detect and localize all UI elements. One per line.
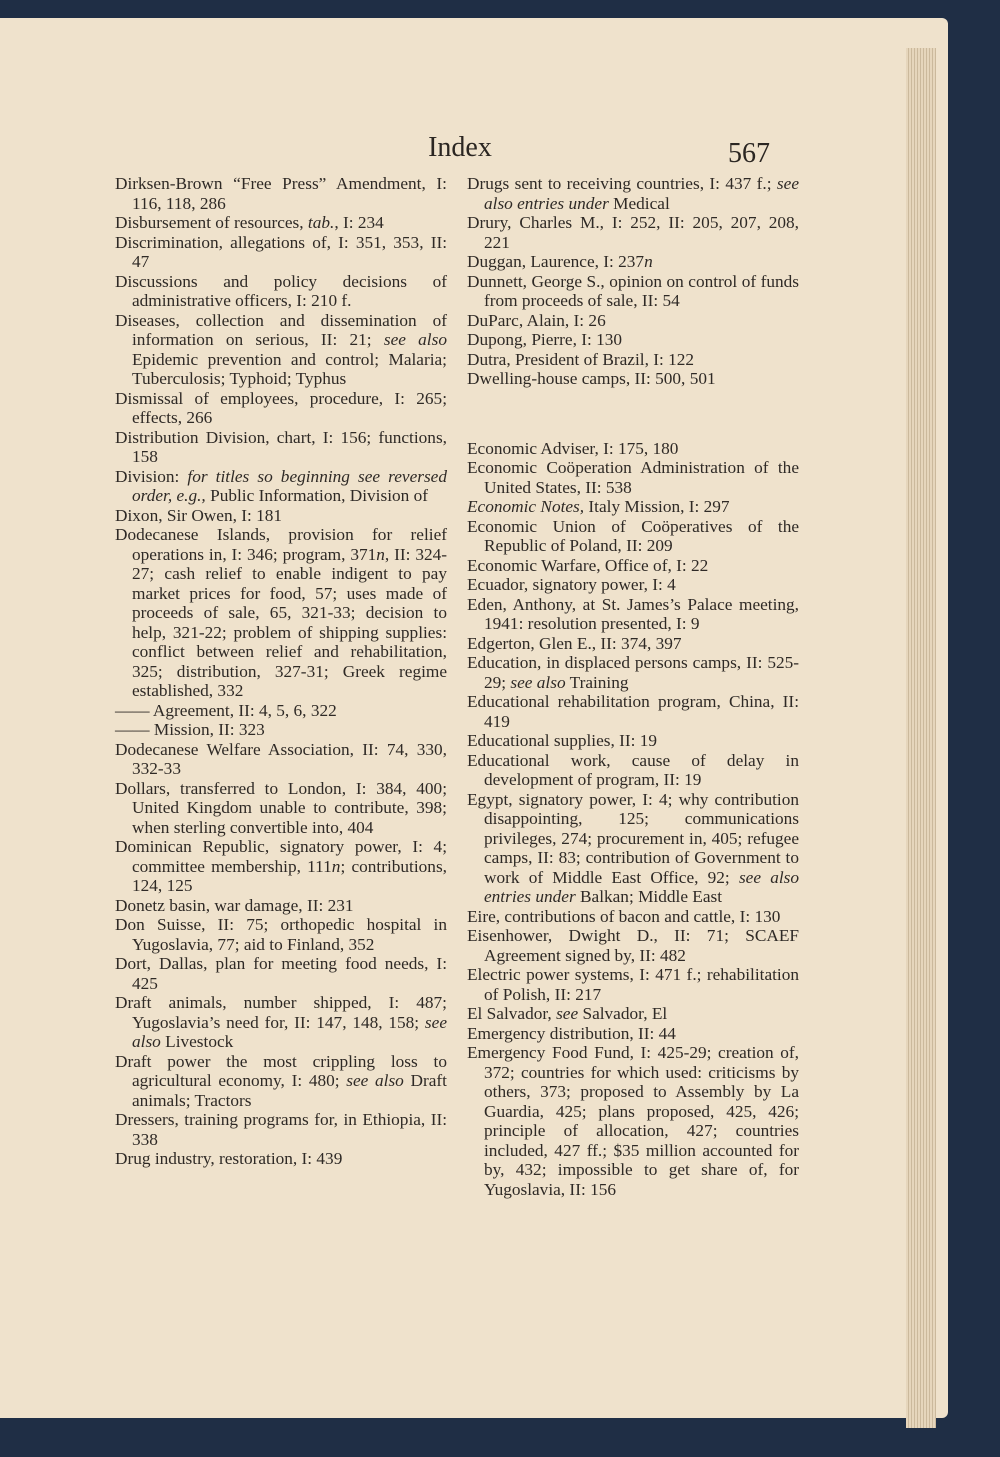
index-entry (467, 330, 799, 350)
index-entry (467, 634, 799, 654)
entry-text: Division: (115, 466, 188, 486)
entry-text: Dismissal of employees, procedure, I: 265; effects, 266 (115, 388, 447, 427)
entry-text: see (556, 1004, 579, 1023)
index-entry (115, 993, 447, 1052)
index-entry (115, 525, 447, 701)
entry-text: El Salvador, (467, 1004, 557, 1023)
index-entry (467, 439, 799, 459)
index-entry (467, 556, 799, 576)
entry-text: Dwelling-house camps, II: 500, 501 (467, 369, 716, 388)
entry-text: Economic Notes, (467, 497, 585, 516)
entry-text: Balkan; Middle East (575, 887, 723, 906)
page-number: 567 (728, 138, 770, 169)
index-entry (115, 233, 447, 272)
entry-text: , I: 234 (334, 213, 384, 232)
entry-text: Educational work, cause of delay in development of program, II: 19 (467, 750, 799, 789)
index-entry (115, 467, 447, 506)
entry-text: Economic Coöperation Administration of the United States, II: 538 (467, 458, 799, 497)
index-entry (467, 458, 799, 497)
index-entry (467, 692, 799, 731)
entry-text: n (376, 544, 385, 564)
entry-text: Electric power systems, I: 471 f.; rehabilitation of Polish, II: 217 (467, 965, 799, 1004)
index-entry (467, 1024, 799, 1044)
entry-text: for titles so beginning see reversed order, e.g., (132, 466, 447, 505)
index-entry (467, 369, 799, 389)
index-entry (115, 1149, 447, 1169)
entry-text: DuParc, Alain, I: 26 (467, 310, 606, 330)
index-entry (467, 1043, 799, 1199)
index-entry (115, 701, 447, 721)
entry-text: Don Suisse, II: 75; orthopedic hospital in Yugoslavia, 77; aid to Finland, 352 (115, 915, 447, 954)
index-entry (467, 1004, 799, 1024)
index-section-d (467, 174, 799, 389)
page-edges (906, 48, 936, 1428)
index-entry (467, 311, 799, 331)
entry-text: Diseases, collection and dissemination of information on serious, II: 21; (115, 310, 447, 349)
entry-text: see also (132, 1012, 447, 1051)
index-entry (467, 252, 799, 272)
entry-text: tab. (307, 213, 335, 232)
index-entry (115, 779, 447, 838)
index-entry (115, 1052, 447, 1111)
index-entry (467, 731, 799, 751)
entry-text: Educational rehabilitation program, China, II: 419 (467, 692, 799, 731)
entry-text: Egypt, signatory power, I: 4; why contribution disappointing, 125; communications privileges, 274; procurement in, 405; refugee camps, II: 83; contribution of Government to work of Middle East Office, 92; (467, 789, 799, 887)
index-entry (115, 1110, 447, 1149)
index-entry (115, 213, 447, 233)
entry-text: see also entries under (484, 867, 799, 906)
entry-text: Economic Union of Coöperatives of the Republic of Poland, II: 209 (467, 516, 799, 555)
index-entry (467, 926, 799, 965)
entry-text: Donetz basin, war damage, II: 231 (115, 895, 354, 915)
entry-text: Dodecanese Welfare Association, II: 74, 330, 332-33 (115, 739, 447, 778)
entry-text: Eden, Anthony, at St. James’s Palace meeting, 1941: resolution presented, I: 9 (467, 594, 799, 633)
entry-text: Drugs sent to receiving countries, I: 437 f.; (467, 174, 777, 193)
entry-text: Eire, contributions of bacon and cattle, I: 130 (467, 906, 781, 926)
index-entry (467, 790, 799, 907)
index-entry (115, 896, 447, 916)
index-entry (467, 595, 799, 634)
entry-text: Disbursement of resources, (115, 213, 308, 232)
entry-text: Draft animals, number shipped, I: 487; Yugoslavia’s need for, II: 147, 148, 158; (115, 993, 447, 1032)
entry-text: Educational supplies, II: 19 (467, 731, 658, 750)
section-gap (467, 389, 799, 439)
index-entry (467, 213, 799, 252)
entry-text: see also (510, 672, 566, 692)
running-head-title: Index (428, 132, 492, 163)
entry-text: Dodecanese Islands, provision for relief operations in, I: 346; program, 371 (115, 525, 447, 564)
entry-text: ; contributions, 124, 125 (132, 856, 447, 895)
entry-text: Education, in displaced persons camps, II: 525-29; (467, 653, 799, 692)
entry-text: Emergency distribution, II: 44 (467, 1023, 676, 1043)
index-column-left (115, 174, 447, 1169)
entry-text: Dort, Dallas, plan for meeting food needs, I: 425 (115, 954, 447, 993)
entry-text: —— Agreement, II: 4, 5, 6, 322 (115, 700, 337, 720)
index-entry (467, 497, 799, 517)
index-entry (467, 350, 799, 370)
index-column-right (467, 174, 799, 1199)
entry-text: Epidemic prevention and control; Malaria; Tuberculosis; Typhoid; Typhus (132, 349, 447, 388)
entry-text: Drury, Charles M., I: 252, II: 205, 207, 208, 221 (467, 213, 799, 252)
entry-text: Public Information, Division of (205, 486, 429, 505)
entry-text: n (331, 856, 341, 876)
entry-text: Italy Mission, I: 297 (584, 497, 730, 516)
index-entry (467, 751, 799, 790)
entry-text: Discrimination, allegations of, I: 351, 353, II: 47 (115, 232, 447, 271)
entry-text: Dressers, training programs for, in Ethiopia, II: 338 (115, 1110, 447, 1149)
entry-text: Draft animals; Tractors (132, 1071, 447, 1110)
entry-text: —— Mission, II: 323 (115, 720, 265, 739)
entry-text: Draft power the most crippling loss to agricultural economy, I: 480; (115, 1051, 447, 1090)
entry-text: Eisenhower, Dwight D., II: 71; SCAEF Agreement signed by, II: 482 (467, 926, 799, 965)
entry-text: n (644, 252, 653, 271)
entry-text: Livestock (160, 1032, 234, 1051)
entry-text: Ecuador, signatory power, I: 4 (467, 575, 676, 594)
entry-text: Economic Warfare, Office of, I: 22 (467, 555, 709, 575)
entry-text: Edgerton, Glen E., II: 374, 397 (467, 633, 682, 653)
entry-text: Salvador, El (578, 1004, 668, 1023)
entry-text: Dunnett, George S., opinion on control of funds from proceeds of sale, II: 54 (467, 271, 799, 310)
index-section-e (467, 439, 799, 1200)
entry-text: Economic Adviser, I: 175, 180 (467, 438, 679, 458)
entry-text: Dupong, Pierre, I: 130 (467, 330, 623, 349)
index-entry (115, 311, 447, 389)
entry-text: Dutra, President of Brazil, I: 122 (467, 349, 695, 369)
entry-text: see also (346, 1071, 404, 1090)
entry-text: Discussions and policy decisions of administrative officers, I: 210 f. (115, 271, 447, 310)
index-entry (467, 907, 799, 927)
index-entry (115, 720, 447, 740)
index-entry (467, 517, 799, 556)
entry-text: Duggan, Laurence, I: 237 (467, 252, 645, 271)
entry-text: Dominican Republic, signatory power, I: 4; committee membership, 111 (115, 837, 447, 876)
index-entry (467, 272, 799, 311)
entry-text: Medical (608, 193, 670, 213)
index-entry (115, 506, 447, 526)
index-entry (115, 428, 447, 467)
index-entry (467, 965, 799, 1004)
index-entry (115, 954, 447, 993)
index-entry (115, 272, 447, 311)
index-entry (115, 389, 447, 428)
index-entry (115, 915, 447, 954)
index-entry (467, 575, 799, 595)
entry-text: Emergency Food Fund, I: 425-29; creation of, 372; countries for which used: criticisms by others, 373; proposed to Assembly by La Guardia, 425; plans proposed, 425, 426; principle of allocation, 427; countries included, 427 ff.; $35 million accounted for by, 432; impossible to get share of, for Yugoslavia, II: 156 (467, 1043, 799, 1199)
entry-text: Drug industry, restoration, I: 439 (115, 1149, 343, 1168)
entry-text: Dixon, Sir Owen, I: 181 (115, 505, 283, 525)
index-entry (115, 174, 447, 213)
entry-text: Training (565, 672, 629, 692)
index-entry (115, 837, 447, 896)
index-entry (115, 740, 447, 779)
entry-text: , II: 324-27; cash relief to enable indigent to pay market prices for food, 57; uses made of proceeds of sale, 65, 321-33; decision to help, 321-22; problem of shipping supplies: conflict between relief and rehabilitation, 325; distribution, 327-31; Greek regime established, 332 (132, 544, 447, 700)
entry-text: Dirksen-Brown “Free Press” Amendment, I: 116, 118, 286 (115, 174, 447, 213)
entry-text: Dollars, transferred to London, I: 384, 400; United Kingdom unable to contribute, 398; when sterling convertible into, 404 (115, 778, 447, 837)
entry-text: see also entries under (484, 174, 799, 213)
index-entry (467, 174, 799, 213)
index-entry (467, 653, 799, 692)
entry-text: see also (383, 330, 447, 349)
entry-text: Distribution Division, chart, I: 156; functions, 158 (115, 427, 447, 466)
